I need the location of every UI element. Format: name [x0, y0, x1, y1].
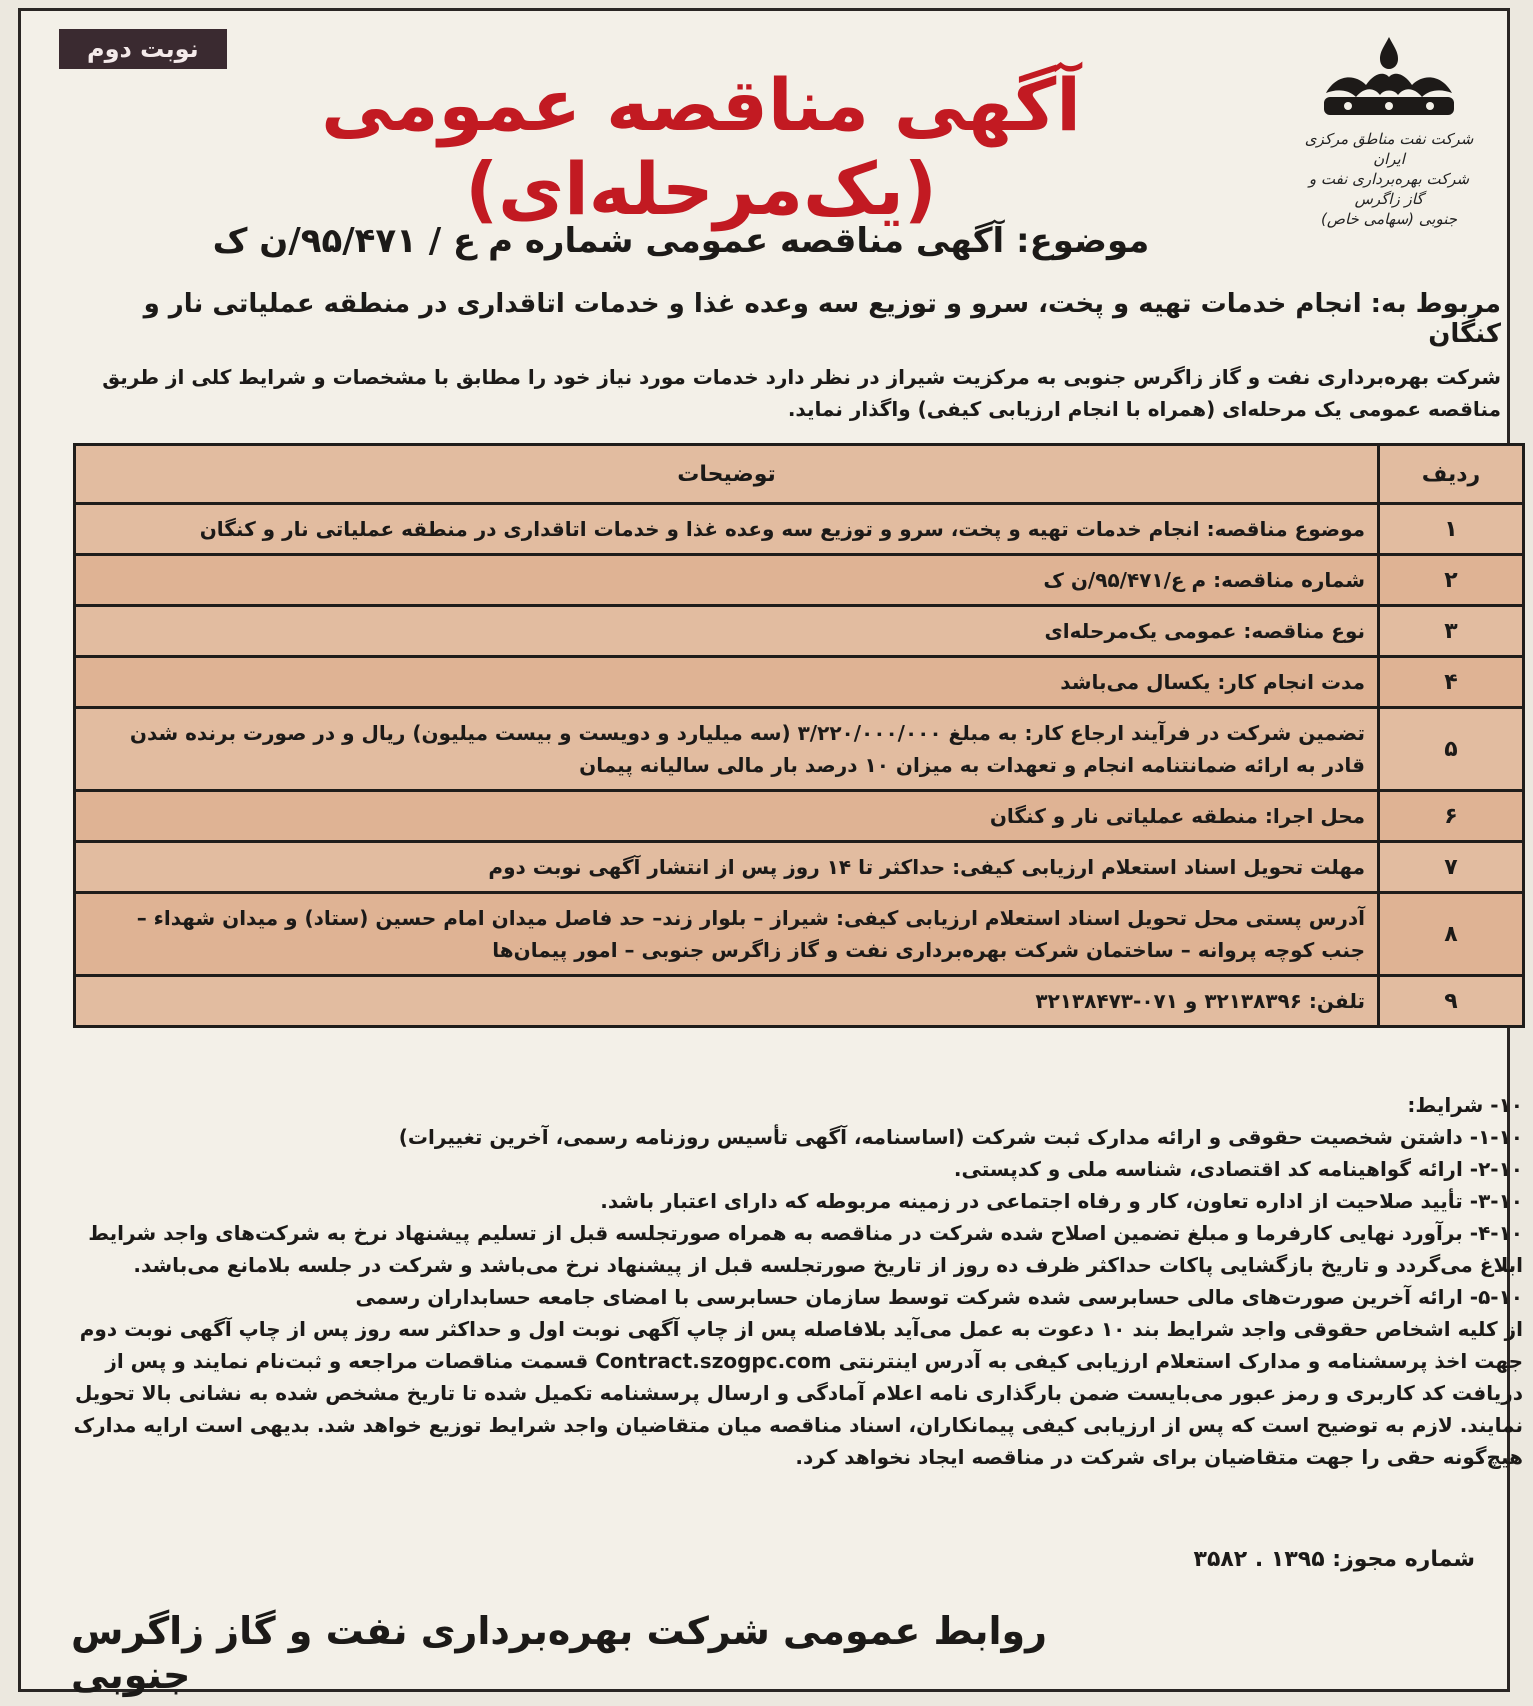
- row-number: ۶: [1379, 791, 1524, 842]
- table-row: [75, 791, 1524, 842]
- row-description: محل اجرا: منطقه عملیاتی نار و کنگان: [75, 791, 1379, 842]
- row-description: مهلت تحویل اسناد استعلام ارزیابی کیفی: حداکثر تا ۱۴ روز پس از انتشار آگهی نوبت دوم: [75, 842, 1379, 893]
- row-description: موضوع مناقصه: انجام خدمات تهیه و پخت، سرو و توزیع سه وعده غذا و خدمات اتاقداری در منطقه عملیاتی نار و کنگان: [75, 504, 1379, 555]
- row-number: ۱: [1379, 504, 1524, 555]
- footer-signature: روابط عمومی شرکت بهره‌برداری نفت و گاز زاگرس جنوبی: [71, 1609, 1047, 1697]
- related-line: مربوط به: انجام خدمات تهیه و پخت، سرو و توزیع سه وعده غذا و خدمات اتاقداری در منطقه عملیاتی نار و کنگان: [143, 289, 1501, 349]
- logo-caption-line3: جنوبی (سهامی خاص): [1320, 210, 1458, 228]
- logo-caption-line2: شرکت بهره‌برداری نفت و گاز زاگرس: [1308, 170, 1470, 208]
- condition-item: ۵-۱۰- ارائه آخرین صورت‌های مالی حسابرسی شده شرکت توسط سازمان حسابرسی با امضای جامعه حسابداران رسمی: [355, 1285, 1523, 1309]
- table-row: [75, 555, 1524, 606]
- row-description: نوع مناقصه: عمومی یک‌مرحله‌ای: [75, 606, 1379, 657]
- closing-paragraph: از کلیه اشخاص حقوقی واجد شرایط بند ۱۰ دعوت به عمل می‌آید بلافاصله پس از چاپ آگهی نوبت اول و حداکثر سه روز پس از چاپ آگهی نوبت دوم جهت اخذ پرسشنامه و مدارک استعلام ارزیابی کیفی به آدرس اینترنتی Contract.szogpc.com قسمت مناقصات مراجعه و ثبت‌نام نمایند و پس از دریافت کد کاربری و رمز عبور می‌بایست ضمن بارگذاری نامه اعلام آمادگی و ارسال پرسشنامه تکمیل شده تا تاریخ مشخص شده به نشانی بالا تحویل نمایند. لازم به توضیح است که پس از ارزیابی کیفی پیمانکاران، اسناد مناقصه میان متقاضیان واجد شرایط توزیع خواهد شد. بدیهی است ارایه مدارک هیچ‌گونه حقی را جهت متقاضیان برای شرکت در مناقصه ایجاد نخواهد کرد.: [73, 1317, 1523, 1469]
- table-row: [75, 976, 1524, 1027]
- condition-item: ۱-۱۰- داشتن شخصیت حقوقی و ارائه مدارک ثبت شرکت (اساسنامه، آگهی تأسیس روزنامه رسمی، آخرین تغییرات): [398, 1125, 1523, 1149]
- row-number: ۸: [1379, 893, 1524, 976]
- table-header-row: [75, 445, 1524, 504]
- table-row: [75, 893, 1524, 976]
- row-description: مدت انجام کار: یکسال می‌باشد: [75, 657, 1379, 708]
- page-title: آگهی مناقصه عمومی (یک‌مرحله‌ای): [321, 63, 1081, 231]
- row-number: ۵: [1379, 708, 1524, 791]
- intro-paragraph: شرکت بهره‌برداری نفت و گاز زاگرس جنوبی به مرکزیت شیراز در نظر دارد خدمات مورد نیاز خود را مطابق با مشخصات و شرایط کلی از طریق مناقصه عمومی یک مرحله‌ای (همراه با انجام ارزیابی کیفی) واگذار نماید.: [102, 365, 1501, 421]
- row-description: تضمین شرکت در فرآیند ارجاع کار: به مبلغ ۳/۲۲۰/۰۰۰/۰۰۰ (سه میلیارد و دویست و بیست میلیون) ریال و در صورت برنده شدن قادر به ارائه ضمانتنامه انجام و تعهدات به میزان ۱۰ درصد بار مالی سالیانه پیمان: [75, 708, 1379, 791]
- table-row: [75, 606, 1524, 657]
- round-badge: نوبت دوم: [59, 29, 227, 69]
- table-row: [75, 504, 1524, 555]
- row-number: ۴: [1379, 657, 1524, 708]
- table-row: [75, 708, 1524, 791]
- oil-company-logo-icon: [1314, 33, 1464, 129]
- header-row-number: ردیف: [1379, 445, 1524, 504]
- condition-item: ۳-۱۰- تأیید صلاحیت از اداره تعاون، کار و رفاه اجتماعی در زمینه مربوطه که دارای اعتبار باشد.: [600, 1189, 1523, 1213]
- advertisement-page: [18, 8, 1523, 1697]
- row-number: ۳: [1379, 606, 1524, 657]
- row-description: شماره مناقصه: م ع/۹۵/۴۷۱/ن ک: [75, 555, 1379, 606]
- conditions-heading: ۱۰- شرایط:: [1407, 1093, 1523, 1117]
- row-number: ۷: [1379, 842, 1524, 893]
- row-number: ۹: [1379, 976, 1524, 1027]
- conditions-section: [71, 1089, 1523, 1473]
- license-number: شماره مجوز: ۱۳۹۵ . ۳۵۸۲: [1193, 1547, 1475, 1572]
- logo-caption-line1: شرکت نفت مناطق مرکزی ایران: [1304, 130, 1474, 168]
- row-description: آدرس پستی محل تحویل اسناد استعلام ارزیابی کیفی: شیراز – بلوار زند– حد فاصل میدان امام حسین (ستاد) و میدان شهداء – جنب کوچه پروانه – ساختمان شرکت بهره‌برداری نفت و گاز زاگرس جنوبی – امور پیمان‌ها: [75, 893, 1379, 976]
- condition-item: ۲-۱۰- ارائه گواهینامه کد اقتصادی، شناسه ملی و کدپستی.: [953, 1157, 1523, 1181]
- subject-line: موضوع: آگهی مناقصه عمومی شماره م ع / ۹۵/۴۷۱/ن ک: [212, 221, 1150, 261]
- table-row: [75, 842, 1524, 893]
- header-description: توضیحات: [75, 445, 1379, 504]
- company-logo-block: [1299, 33, 1479, 229]
- row-description: تلفن: ۳۲۱۳۸۳۹۶ و ۰۷۱-۳۲۱۳۸۴۷۳: [75, 976, 1379, 1027]
- tender-details-table: [73, 443, 1525, 1028]
- row-number: ۲: [1379, 555, 1524, 606]
- condition-item: ۴-۱۰- برآورد نهایی کارفرما و مبلغ تضمین اصلاح شده شرکت در مناقصه به همراه صورتجلسه قبل از تسلیم پیشنهاد نرخ به شرکت‌های واجد شرایط ابلاغ می‌گردد و تاریخ بازگشایی پاکات حداکثر ظرف ده روز از تاریخ صورتجلسه قبل از پیشنهاد نرخ می‌باشد و شرکت در جلسه بلامانع می‌باشد.: [88, 1221, 1523, 1277]
- table-row: [75, 657, 1524, 708]
